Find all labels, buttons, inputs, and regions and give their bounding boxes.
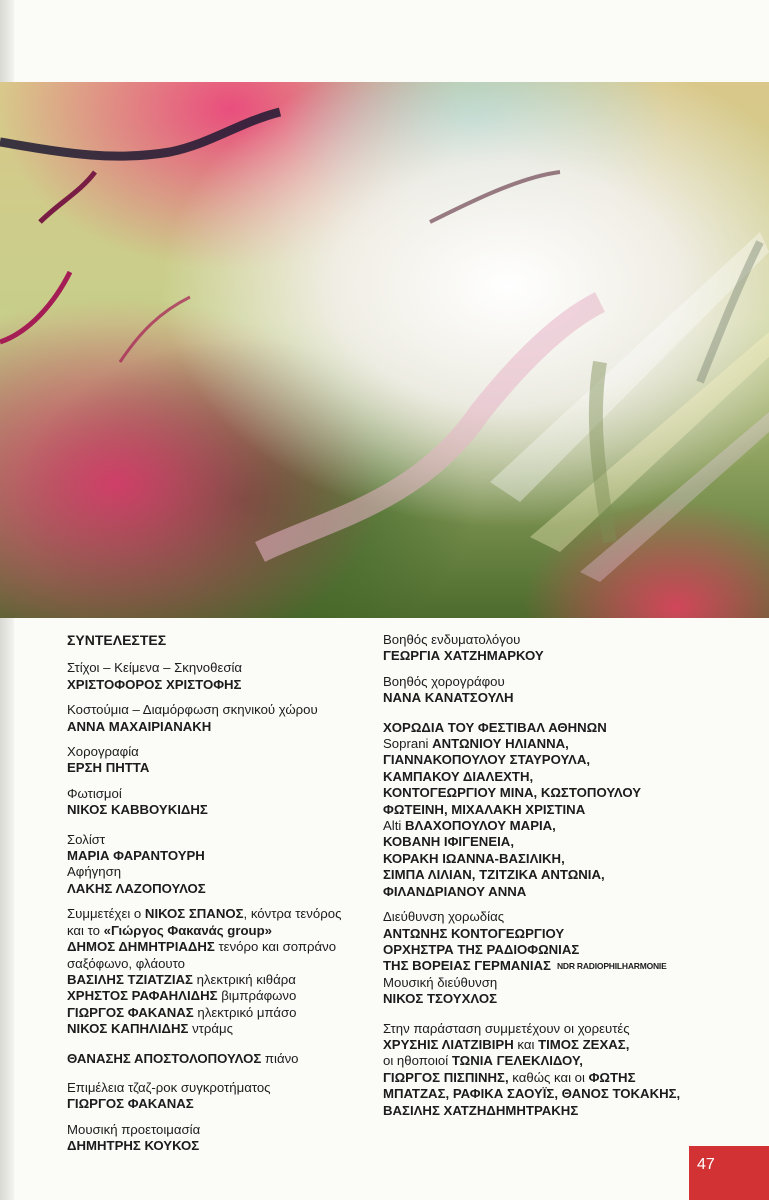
- actors-line: ΓΙΩΡΓΟΣ ΠΙΣΠΙΝΗΣ, καθώς και οι ΦΩΤΗΣ: [383, 1069, 636, 1085]
- role-label: Διεύθυνση χορωδίας: [383, 909, 505, 925]
- alti-line: ΦΙΛΑΝΔΡΙΑΝΟΥ ΑΝΝΑ: [383, 883, 527, 899]
- soprani-line: ΚΑΜΠΑΚΟΥ ΔΙΑΛΕΧΤΗ,: [383, 768, 534, 784]
- alti-line: ΚΟΡΑΚΗ ΙΩΑΝΝΑ-ΒΑΣΙΛΙΚΗ,: [383, 850, 565, 866]
- credits-left-column: [67, 632, 367, 1155]
- person-name: ΝΑΝΑ ΚΑΝΑΤΣΟΥΛΗ: [383, 690, 514, 706]
- person-name: ΑΝΝΑ ΜΑΧΑΙΡΙΑΝΑΚΗ: [67, 718, 212, 734]
- person-name: ΓΙΩΡΓΟΣ ΦΑΚΑΝΑΣ: [67, 1096, 194, 1112]
- person-name: ΔΗΜΗΤΡΗΣ ΚΟΥΚΟΣ: [67, 1138, 200, 1154]
- person-name: ΓΕΩΡΓΙΑ ΧΑΤΖΗΜΑΡΚΟΥ: [383, 648, 544, 664]
- musician-line: σαξόφωνο, φλάουτο: [67, 955, 185, 971]
- forest-painting: [0, 82, 769, 618]
- soprani-line: ΦΩΤΕΙΝΗ, ΜΙΧΑΛΑΚΗ ΧΡΙΣΤΙΝΑ: [383, 801, 586, 817]
- musician-line: ΔΗΜΟΣ ΔΗΜΗΤΡΙΑΔΗΣ τενόρο και σοπράνο: [67, 939, 337, 955]
- person-name: ΕΡΣΗ ΠΗΤΤΑ: [67, 760, 150, 776]
- role-label: Στίχοι – Κείμενα – Σκηνοθεσία: [67, 660, 243, 676]
- soprani-line: ΓΙΑΝΝΑΚΟΠΟΥΛΟΥ ΣΤΑΥΡΟΥΛΑ,: [383, 752, 591, 768]
- alti-line: Alti ΒΛΑΧΟΠΟΥΛΟΥ ΜΑΡΙΑ,: [383, 818, 556, 834]
- credits-heading: ΣΥΝΤΕΛΕΣΤΕΣ: [67, 632, 167, 648]
- actors-line: ΒΑΣΙΛΗΣ ΧΑΤΖΗΔΗΜΗΤΡΑΚΗΣ: [383, 1102, 579, 1118]
- role-label: Μουσική προετοιμασία: [67, 1121, 201, 1137]
- musician-line: ΝΙΚΟΣ ΚΑΠΗΛΙΔΗΣ ντράμς: [67, 1021, 233, 1037]
- credits-right-column: [383, 632, 683, 1119]
- alti-line: ΣΙΜΠΑ ΛΙΛΙΑΝ, ΤΖΙΤΖΙΚΑ ΑΝΤΩΝΙΑ,: [383, 867, 605, 883]
- role-label: Επιμέλεια τζαζ-ροκ συγκροτήματος: [67, 1079, 271, 1095]
- soprani-line: Soprani ΑΝΤΩΝΙΟΥ ΗΛΙΑΝΝΑ,: [383, 736, 569, 752]
- musician-line: ΒΑΣΙΛΗΣ ΤΖΙΑΤΖΙΑΣ ηλεκτρική κιθάρα: [67, 971, 296, 987]
- person-name: ΛΑΚΗΣ ΛΑΖΟΠΟΥΛΟΣ: [67, 880, 206, 896]
- page-number-box: [689, 1146, 769, 1200]
- role-label: Βοηθός ενδυματολόγου: [383, 632, 521, 647]
- ndr-logo: NDR RADIOPHILHARMONIE: [556, 961, 667, 972]
- actors-line: οι ηθοποιοί ΤΩΝΙΑ ΓΕΛΕΚΛΙΔΟΥ,: [383, 1053, 583, 1069]
- musician-line: ΧΡΗΣΤΟΣ ΡΑΦΑΗΛΙΔΗΣ βιμπράφωνο: [67, 988, 297, 1004]
- role-label: Βοηθός χορογράφου: [383, 673, 505, 689]
- hero-forest-image: [0, 82, 769, 618]
- role-label: Φωτισμοί: [67, 785, 122, 801]
- person-name: ΧΡΙΣΤΟΦΟΡΟΣ ΧΡΙΣΤΟΦΗΣ: [67, 676, 242, 692]
- dancers-line: ΧΡΥΣΗΙΣ ΛΙΑΤΖΙΒΙΡΗ και ΤΙΜΟΣ ΖΕΧΑΣ,: [383, 1036, 630, 1052]
- role-label: Σολίστ: [67, 831, 106, 847]
- choir-title: ΧΟΡΩΔΙΑ ΤΟΥ ΦΕΣΤΙΒΑΛ ΑΘΗΝΩΝ: [383, 719, 607, 735]
- role-label: Χορογραφία: [67, 744, 139, 760]
- guest-line: Συμμετέχει ο ΝΙΚΟΣ ΣΠΑΝΟΣ, κόντρα τενόρος: [67, 906, 342, 922]
- role-label: Κοστούμια – Διαμόρφωση σκηνικού χώρου: [67, 702, 318, 718]
- dancers-intro: Στην παράσταση συμμετέχουν οι χορευτές: [383, 1020, 630, 1036]
- role-label: Μουσική διεύθυνση: [383, 974, 498, 990]
- group-line: και το «Γιώργος Φακανάς group»: [67, 922, 272, 938]
- person-name: ΜΑΡΙΑ ΦΑΡΑΝΤΟΥΡΗ: [67, 848, 205, 864]
- person-name: ΝΙΚΟΣ ΤΣΟΥΧΛΟΣ: [383, 991, 498, 1007]
- orchestra-name: ΟΡΧΗΣΤΡΑ ΤΗΣ ΡΑΔΙΟΦΩΝΙΑΣ: [383, 941, 580, 957]
- orchestra-line: ΤΗΣ ΒΟΡΕΙΑΣ ΓΕΡΜΑΝΙΑΣ NDR RADIOPHILHARMONIE: [383, 958, 667, 974]
- alti-line: ΚΟΒΑΝΗ ΙΦΙΓΕΝΕΙΑ,: [383, 834, 514, 850]
- page-number: 47: [697, 1156, 715, 1173]
- musician-line: ΘΑΝΑΣΗΣ ΑΠΟΣΤΟΛΟΠΟΥΛΟΣ πιάνο: [67, 1050, 299, 1066]
- actors-line: ΜΠΑΤΖΑΣ, ΡΑΦΙΚΑ ΣΑΟΥΪΣ, ΘΑΝΟΣ ΤΟΚΑΚΗΣ,: [383, 1086, 681, 1102]
- role-label: Αφήγηση: [67, 864, 122, 880]
- person-name: ΑΝΤΩΝΗΣ ΚΟΝΤΟΓΕΩΡΓΙΟΥ: [383, 925, 565, 941]
- musician-line: ΓΙΩΡΓΟΣ ΦΑΚΑΝΑΣ ηλεκτρικό μπάσο: [67, 1004, 297, 1020]
- person-name: ΝΙΚΟΣ ΚΑΒΒΟΥΚΙΔΗΣ: [67, 802, 208, 818]
- soprani-line: ΚΟΝΤΟΓΕΩΡΓΙΟΥ ΜΙΝΑ, ΚΩΣΤΟΠΟΥΛΟΥ: [383, 785, 642, 801]
